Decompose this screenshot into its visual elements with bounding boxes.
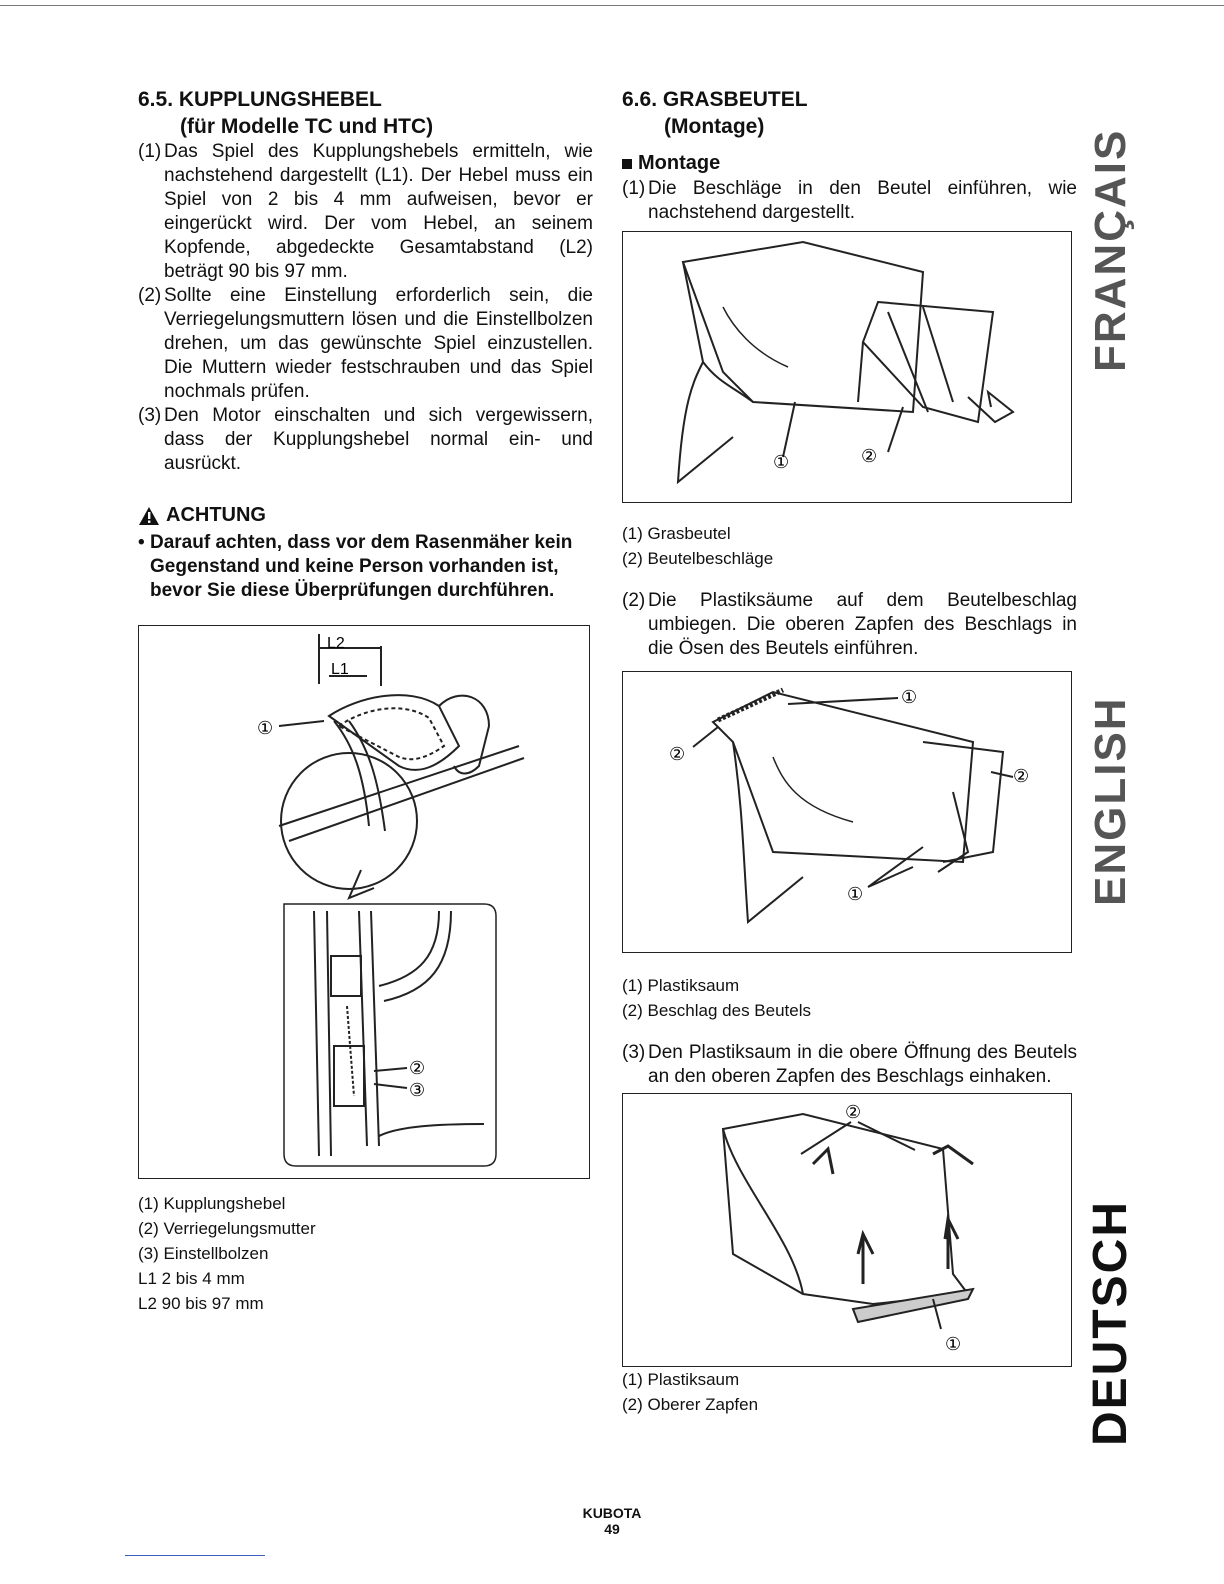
callout-2: ② (845, 1102, 862, 1122)
callout-2: ② (1013, 766, 1030, 786)
callout-1: ① (847, 884, 864, 904)
callout-2: ② (669, 744, 686, 764)
label-l2: L2 (327, 635, 345, 652)
step-number: (3) (622, 1042, 646, 1063)
warning-heading (138, 504, 593, 527)
bullet-icon: • (138, 532, 145, 553)
plastic-hem-figure (622, 671, 1072, 953)
step-text: Sollte eine Einstellung erforderlich sein, die Verriegelungsmuttern lösen und die Einstellbolzen drehen, um das gewünschte Spiel einzustellen. Die Muttern wieder festschrauben und das Spiel nochmals prüfen. (164, 285, 593, 402)
step-text: Die Beschläge in den Beutel einführen, wie nachstehend dargestellt. (648, 178, 1077, 223)
heading-text: 6.5. KUPPLUNGSHEBEL (138, 88, 382, 111)
footer-brand: KUBOTA (582, 1505, 642, 1521)
montage-subsection (622, 152, 1077, 175)
caption-item: (2) Beutelbeschläge (622, 549, 774, 568)
bag-frame-insert-figure (622, 231, 1072, 503)
tab-deutsch (1083, 1199, 1138, 1446)
caption-item: L1 2 bis 4 mm (138, 1269, 245, 1288)
clutch-lever-figure (138, 625, 590, 1179)
subheading-text: (Montage) (664, 115, 765, 138)
callout-3: ③ (409, 1080, 426, 1100)
callout-2: ② (861, 446, 878, 466)
plastic-hem-illustration (623, 672, 1071, 952)
hook-hem-figure (622, 1093, 1072, 1367)
step-number: (3) (138, 405, 162, 426)
tab-english (1086, 676, 1136, 906)
step-text: Die Plastiksäume auf dem Beutelbeschlag umbiegen. Die oberen Zapfen des Beschlags in die Ösen des Beutels einführen. (648, 590, 1077, 659)
callout-1: ① (945, 1334, 962, 1354)
left-column (138, 86, 593, 1316)
caption-item: (3) Einstellbolzen (138, 1244, 269, 1263)
square-bullet-icon (622, 159, 632, 169)
tab-francais (1086, 112, 1136, 372)
top-rule (0, 5, 1224, 6)
step-text: Den Plastiksaum in die obere Öffnung des Beutels an den oberen Zapfen des Beschlags einhaken. (648, 1042, 1077, 1087)
tab-label: DEUTSCH (1084, 1199, 1137, 1446)
step-3 (622, 1041, 1077, 1089)
caption-item: (1) Kupplungshebel (138, 1194, 286, 1213)
hook-hem-illustration (623, 1094, 1071, 1366)
clutch-captions (138, 1191, 593, 1316)
step-number: (1) (138, 141, 162, 162)
bag-insert-illustration (623, 232, 1071, 502)
caption-item: (1) Plastiksaum (622, 1370, 740, 1389)
step-number: (1) (622, 178, 646, 199)
step-1 (138, 140, 593, 284)
step-number: (2) (622, 590, 646, 611)
caption-item: (2) Oberer Zapfen (622, 1395, 759, 1414)
tab-label: ENGLISH (1086, 696, 1135, 906)
subheading-text: (für Modelle TC und HTC) (180, 115, 434, 138)
caption-item: (2) Verriegelungsmutter (138, 1219, 316, 1238)
bottom-rule (125, 1555, 265, 1556)
label-l1: L1 (331, 661, 349, 678)
warning-text: Darauf achten, dass vor dem Rasenmäher kein Gegenstand und keine Person vorhanden ist, bevor Sie diese Überprüfungen durchführen. (150, 532, 573, 601)
callout-1: ① (257, 718, 274, 738)
section-heading-clutch (138, 86, 593, 140)
tab-label: FRANÇAIS (1086, 128, 1135, 372)
warning-title: ACHTUNG (166, 504, 266, 526)
callout-1: ① (901, 687, 918, 707)
section-heading-grassbag (622, 86, 1077, 140)
heading-text: 6.6. GRASBEUTEL (622, 88, 808, 111)
callout-2: ② (409, 1058, 426, 1078)
caption-item: (2) Beschlag des Beutels (622, 1001, 811, 1020)
step-text: Das Spiel des Kupplungshebels ermitteln, wie nachstehend dargestellt (L1). Der Hebel muss ein Spiel von 2 bis 4 mm aufweisen, bevor er eingerückt wird. Der vom Hebel, an seinem Kopfende, abgedeckte Gesamtabstand (L2) beträgt 90 bis 97 mm. (164, 141, 593, 282)
fig2-captions (622, 973, 1077, 1023)
step-2 (622, 589, 1077, 661)
fig1-captions (622, 521, 1077, 571)
caption-item: (1) Grasbeutel (622, 524, 731, 543)
caption-item: (1) Plastiksaum (622, 976, 740, 995)
right-column (622, 86, 1077, 1417)
step-3 (138, 404, 593, 476)
page-number: 49 (604, 1521, 620, 1537)
step-text: Den Motor einschalten und sich vergewissern, dass der Kupplungshebel normal ein- und ausrückt. (164, 405, 593, 474)
subsection-title: Montage (638, 152, 721, 174)
warning-body (138, 531, 593, 603)
step-number: (2) (138, 285, 162, 306)
callout-1: ① (773, 452, 790, 472)
warning-icon (138, 506, 160, 526)
fig3-captions (622, 1367, 1077, 1417)
step-2 (138, 284, 593, 404)
clutch-lever-illustration (139, 626, 589, 1178)
caption-item: L2 90 bis 97 mm (138, 1294, 264, 1313)
step-1 (622, 177, 1077, 225)
